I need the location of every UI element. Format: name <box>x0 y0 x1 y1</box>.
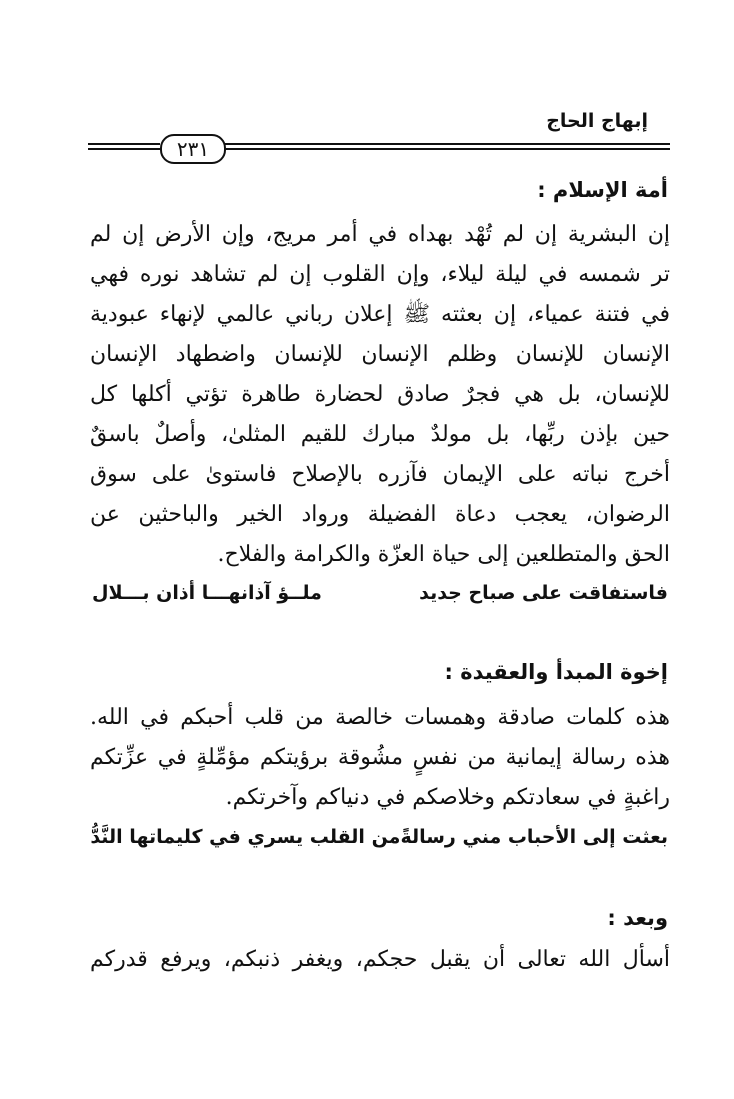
running-title: إبهاج الحاج <box>546 110 648 132</box>
text-line: أخرج نباته على الإيمان فآزره بالإصلاح فاستوىٰ على سوق <box>90 462 670 487</box>
section-heading-ummah: أمة الإسلام : <box>537 178 668 202</box>
page-number: ٢٣١ <box>160 134 226 164</box>
text-line: الرضوان، يعجب دعاة الفضيلة ورواد الخير والباحثين عن <box>90 502 670 527</box>
text-line: هذه كلمات صادقة وهمسات خالصة من قلب أحبكم في الله. <box>90 705 670 730</box>
text-line: أسأل الله تعالى أن يقبل حجكم، ويغفر ذنبكم، ويرفع قدركم <box>90 947 670 972</box>
text-line: الحق والمتطلعين إلى حياة العزّة والكرامة والفلاح. <box>217 542 670 567</box>
paragraph-after <box>90 940 670 980</box>
text-line: الإنسان للإنسان وظلم الإنسان للإنسان واضطهاد الإنسان <box>90 342 670 367</box>
section-heading-after: وبعد : <box>607 906 668 930</box>
text-line: إن البشرية إن لم تُهْد بهداه في أمر مريج، وإن الأرض إن لم <box>90 222 670 247</box>
paragraph-brothers <box>90 698 670 818</box>
paragraph-ummah <box>90 215 670 575</box>
text-line: راغبةٍ في سعادتكم وخلاصكم في دنياكم وآخرتكم. <box>225 785 670 810</box>
verse-second-hemistich: ملــؤ آذانهـــا أذان بـــلال <box>92 582 322 604</box>
text-line: تر شمسه في ليلة ليلاء، وإن القلوب إن لم تشاهد نوره فهي <box>90 262 670 287</box>
verse-first-hemistich: بعثت إلى الأحباب مني رسالةً <box>400 826 668 848</box>
poem-verse-2 <box>92 826 668 848</box>
text-line: للإنسان، بل هي فجرٌ صادق لحضارة طاهرة تؤتي أكلها كل <box>90 382 670 407</box>
poem-verse-1 <box>92 582 668 604</box>
verse-second-hemistich: من القلب يسري في كليماتها النَّدُّ <box>90 826 401 848</box>
header-rule-right <box>222 143 670 150</box>
text-line: في فتنة عمياء، إن بعثته ﷺ إعلان رباني عالمي لإنهاء عبودية <box>90 302 670 327</box>
text-line: حين بإذن ربِّها، بل مولدٌ مبارك للقيم المثلىٰ، وأصلٌ باسقٌ <box>90 422 670 447</box>
section-heading-brothers: إخوة المبدأ والعقيدة : <box>444 660 668 684</box>
verse-first-hemistich: فاستفاقت على صباح جديد <box>419 582 668 604</box>
text-line: هذه رسالة إيمانية من نفسٍ مشُوقة برؤيتكم مؤمِّلةٍ في عزِّتكم <box>90 745 670 770</box>
header-rule-left <box>88 143 160 150</box>
